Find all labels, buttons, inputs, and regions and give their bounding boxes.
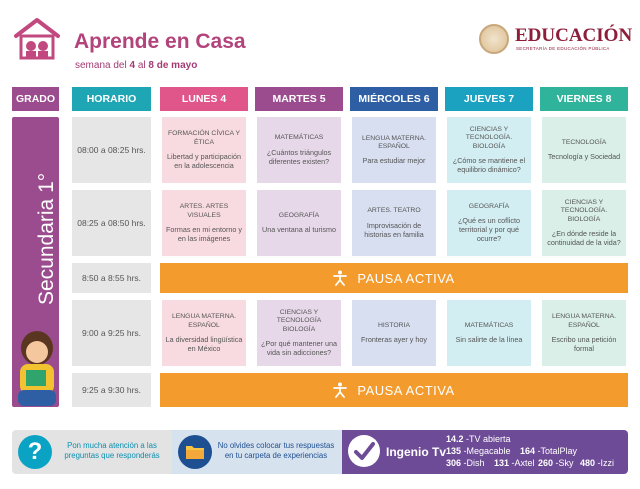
time-slot-4: 9:00 a 9:25 hrs. [72,300,151,366]
stretching-person-icon [333,270,347,286]
grade-sidebar [12,117,59,407]
week-range: semana del 4 al 8 de mayo [75,60,198,71]
footer-tip-attention [12,430,172,474]
channel-dish: 306 -Dish [446,458,485,468]
stretching-person-icon [333,382,347,398]
channel-tv-abierta: 14.2 -TV abierta [446,434,511,444]
question-mark-icon: ? [18,435,52,469]
class-cell: HISTORIA Fronteras ayer y hoy [352,300,436,366]
pausa-label: PAUSA ACTIVA [357,382,455,398]
channel-megacable: 135 -Megacable [446,446,511,456]
class-cell: GEOGRAFÍA ¿Qué es un cofli̇cto territorial y por qué ocurre? [447,190,531,256]
channel-izzi: 480 -Izzi [580,458,615,468]
folder-icon-circle [178,435,212,469]
government-seal-icon [479,24,509,54]
time-slot-2: 08:25 a 08:50 hrs. [72,190,151,256]
pausa-label: PAUSA ACTIVA [357,270,455,286]
class-cell: MATEMÁTICAS Sin salirte de la línea [447,300,531,366]
pausa-activa-bar [160,373,628,407]
header [0,0,640,82]
class-cell: LENGUA MATERNA. ESPAÑOL Escribo una petición formal [542,300,626,366]
col-header-horario: HORARIO [72,87,151,111]
class-cell: FORMACIÓN CÍVICA Y ÉTICA Libertad y participación en la adolescencia [162,117,246,183]
time-slot-1: 08:00 a 08:25 hrs. [72,117,151,183]
student-reading-illustration [12,320,59,407]
class-cell: LENGUA MATERNA. ESPAÑOL La diversidad lingüística en México [162,300,246,366]
class-cell: CIENCIAS Y TECNOLOGÍA. BIOLOGÍA ¿En dónde reside la continuidad de la vida? [542,190,626,256]
class-cell: ARTES. ARTES VISUALES Formas en mi entorno y en las imágenes [162,190,246,256]
pausa-activa-bar [160,263,628,293]
col-header-jueves: JUEVES 7 [445,87,533,111]
col-header-lunes: LUNES 4 [160,87,248,111]
class-cell: TECNOLOGÍA Tecnología y Sociedad [542,117,626,183]
class-cell: CIENCIAS Y TECNOLOGÍA. BIOLOGÍA ¿Cómo se mantiene el equilibrio dinámico? [447,117,531,183]
footer-tip-folder [172,430,342,474]
folder-icon [178,435,212,469]
org-subtitle: SECRETARÍA DE EDUCACIÓN PÚBLICA [516,46,610,51]
channel-totalplay: 164 -TotalPlay [520,446,578,456]
class-cell: ARTES. TEATRO Improvisación de historias en familia [352,190,436,256]
col-header-viernes: VIERNES 8 [540,87,628,111]
footer-channels [342,430,628,474]
ingenio-tv-label: Ingenio Tv [386,445,446,459]
class-cell: GEOGRAFÍA Una ventana al turismo [257,190,341,256]
grade-label: Secundaria 1° [35,172,58,305]
channel-axtel: 131 -Axtel [494,458,535,468]
page-title: Aprende en Casa [74,30,246,53]
time-slot-3: 8:50 a 8:55 hrs. [72,263,151,293]
time-slot-5: 9:25 a 9:30 hrs. [72,373,151,407]
tip-attention-text: Pon mucha atención a las preguntas que responderás [64,441,160,460]
org-name: EDUCACIÓN [515,25,633,46]
class-cell: LENGUA MATERNA. ESPAÑOL Para estudiar mejor [352,117,436,183]
col-header-martes: MARTES 5 [255,87,343,111]
ingenio-tv-logo-icon [348,435,380,467]
house-logo-icon [12,16,62,60]
col-header-grado: GRADO [12,87,59,111]
col-header-miercoles: MIÉRCOLES 6 [350,87,438,111]
class-cell: CIENCIAS Y TECNOLOGÍA BIOLOGÍA ¿Por qué mantener una vida sin adicciones? [257,300,341,366]
class-cell: MATEMÁTICAS ¿Cuántos triángulos diferentes existen? [257,117,341,183]
channel-sky: 260 -Sky [538,458,574,468]
tip-folder-text: No olvides colocar tus respuestas en tu carpeta de experiencias [217,441,335,460]
